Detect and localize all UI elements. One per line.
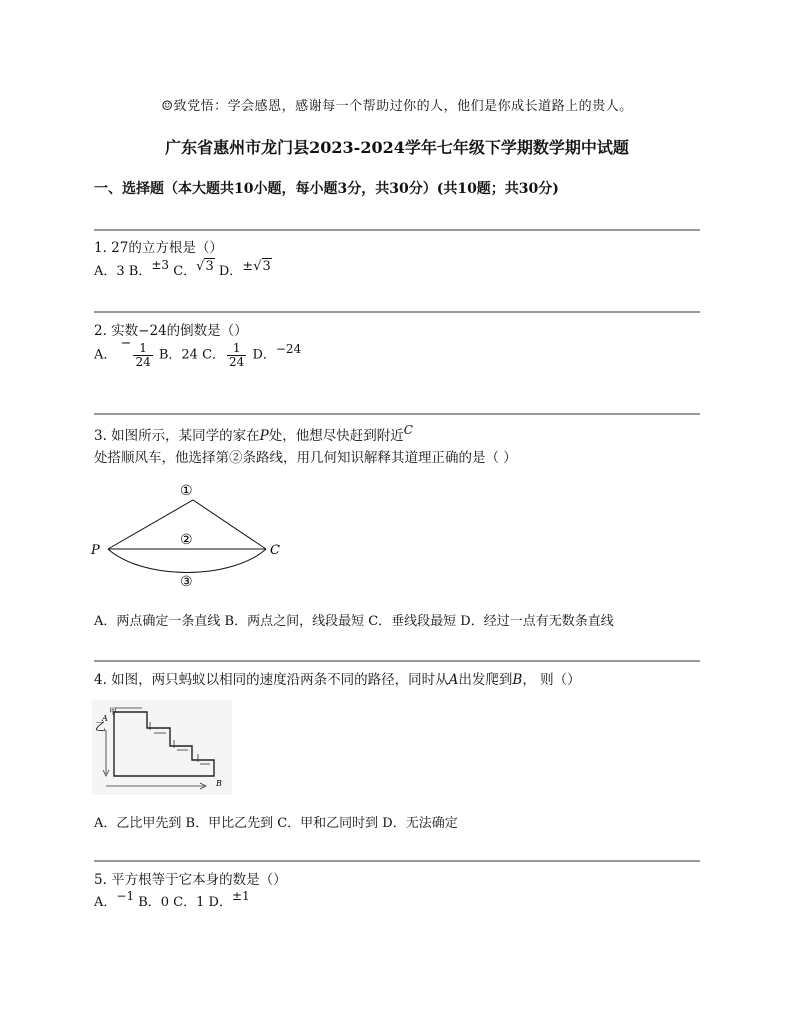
fig-point-p: P (91, 543, 100, 558)
sqrt-symbol: √ (253, 259, 262, 274)
q1-option-d-label: D． (214, 264, 243, 279)
q2-option-a-sign: − (120, 335, 132, 351)
route-2-label: ② (180, 532, 193, 548)
fig-yi-label: 乙 (95, 720, 106, 733)
point-a-label: A (448, 672, 459, 688)
route-3-label: ③ (180, 574, 193, 590)
q1-option-a: A．3 B． (94, 264, 152, 279)
fig-point-b: B (216, 779, 222, 788)
route-figure (88, 478, 288, 596)
divider (94, 860, 700, 862)
question-3-stem-line2: 处搭顺风车，他选择第②条路线，用几何知识解释其道理正确的是（ ） (94, 450, 517, 466)
q5-option-d-value: ±1 (231, 889, 250, 903)
q2-stem-pre: 2. 实数 (94, 323, 139, 339)
question-1-stem: 1. 27的立方根是（） (94, 240, 223, 256)
motto: ☺致党悟：学会感恩，感谢每一个帮助过你的人，他们是你成长道路上的贵人。 (161, 99, 633, 114)
question-1-options (94, 260, 272, 279)
question-3-stem-line1 (94, 424, 413, 444)
fig-point-c: C (270, 543, 280, 558)
sqrt-arg: 3 (262, 259, 271, 274)
q3-text: 处，他想尽快赶到附近 (268, 428, 404, 444)
fraction-numerator: 1 (227, 342, 246, 356)
divider (94, 413, 700, 415)
page-title: 广东省惠州市龙门县2023-2024学年七年级下学期数学期中试题 (165, 138, 629, 157)
q5-option-a-value: −1 (116, 889, 135, 903)
plus-minus: ± (242, 259, 254, 274)
q5-option-a-label: A． (94, 895, 117, 910)
q2-options-bc: B．24 C． (154, 347, 226, 363)
q1-option-c-value (196, 259, 215, 274)
question-3-options: A．两点确定一条直线 B．两点之间，线段最短 C．垂线段最短 D．经过一点有无数条直线 (94, 614, 614, 629)
q4-text: 出发爬到 (458, 672, 513, 688)
fig-jia-label: 甲 (109, 707, 117, 716)
divider (94, 660, 700, 662)
q1-option-c-label: C． (169, 264, 197, 279)
section-heading: 一、选择题（本大题共10小题，每小题3分，共30分）(共10题；共30分) (94, 181, 559, 197)
divider (94, 229, 700, 231)
route-1-label: ① (180, 483, 193, 499)
q2-number: −24 (138, 323, 167, 339)
sqrt-symbol: √ (196, 259, 205, 274)
question-5-options (94, 891, 250, 910)
question-2-stem (94, 319, 248, 339)
q2-option-c-fraction (227, 342, 246, 368)
question-4-stem (94, 668, 581, 688)
q2-option-a-fraction (133, 342, 152, 368)
question-2-options (94, 335, 302, 369)
q4-text: 4. 如图，两只蚂蚁以相同的速度沿两条不同的路径，同时从 (94, 672, 449, 688)
ant-path-figure (92, 700, 232, 795)
q1-option-b-value: ±3 (151, 258, 170, 272)
q4-text: ， 则（） (522, 672, 581, 688)
q2-option-d-value: −24 (275, 341, 302, 356)
point-b-label: B (512, 672, 523, 688)
question-5-stem: 5. 平方根等于它本身的数是（） (94, 872, 287, 888)
q1-option-d-value (242, 259, 271, 274)
question-4-options: A．乙比甲先到 B．甲比乙先到 C．甲和乙同时到 D．无法确定 (94, 816, 458, 831)
q5-options-bcd: B．0 C．1 D． (134, 895, 232, 910)
route-3-path (108, 549, 266, 572)
point-c-label: C (403, 423, 413, 437)
q2-option-a-label: A． (94, 347, 117, 363)
fig-point-a: A (102, 714, 108, 723)
q2-stem-post: 的倒数是（） (166, 323, 248, 339)
fraction-denominator: 24 (135, 354, 151, 369)
q2-option-d-label: D． (248, 347, 276, 363)
sqrt-arg: 3 (205, 259, 214, 274)
fraction-numerator: 1 (133, 342, 152, 356)
fraction-denominator: 24 (229, 354, 245, 369)
divider (94, 311, 700, 313)
q3-text: 3. 如图所示，某同学的家在 (94, 428, 260, 444)
point-p-label: P (259, 428, 269, 444)
